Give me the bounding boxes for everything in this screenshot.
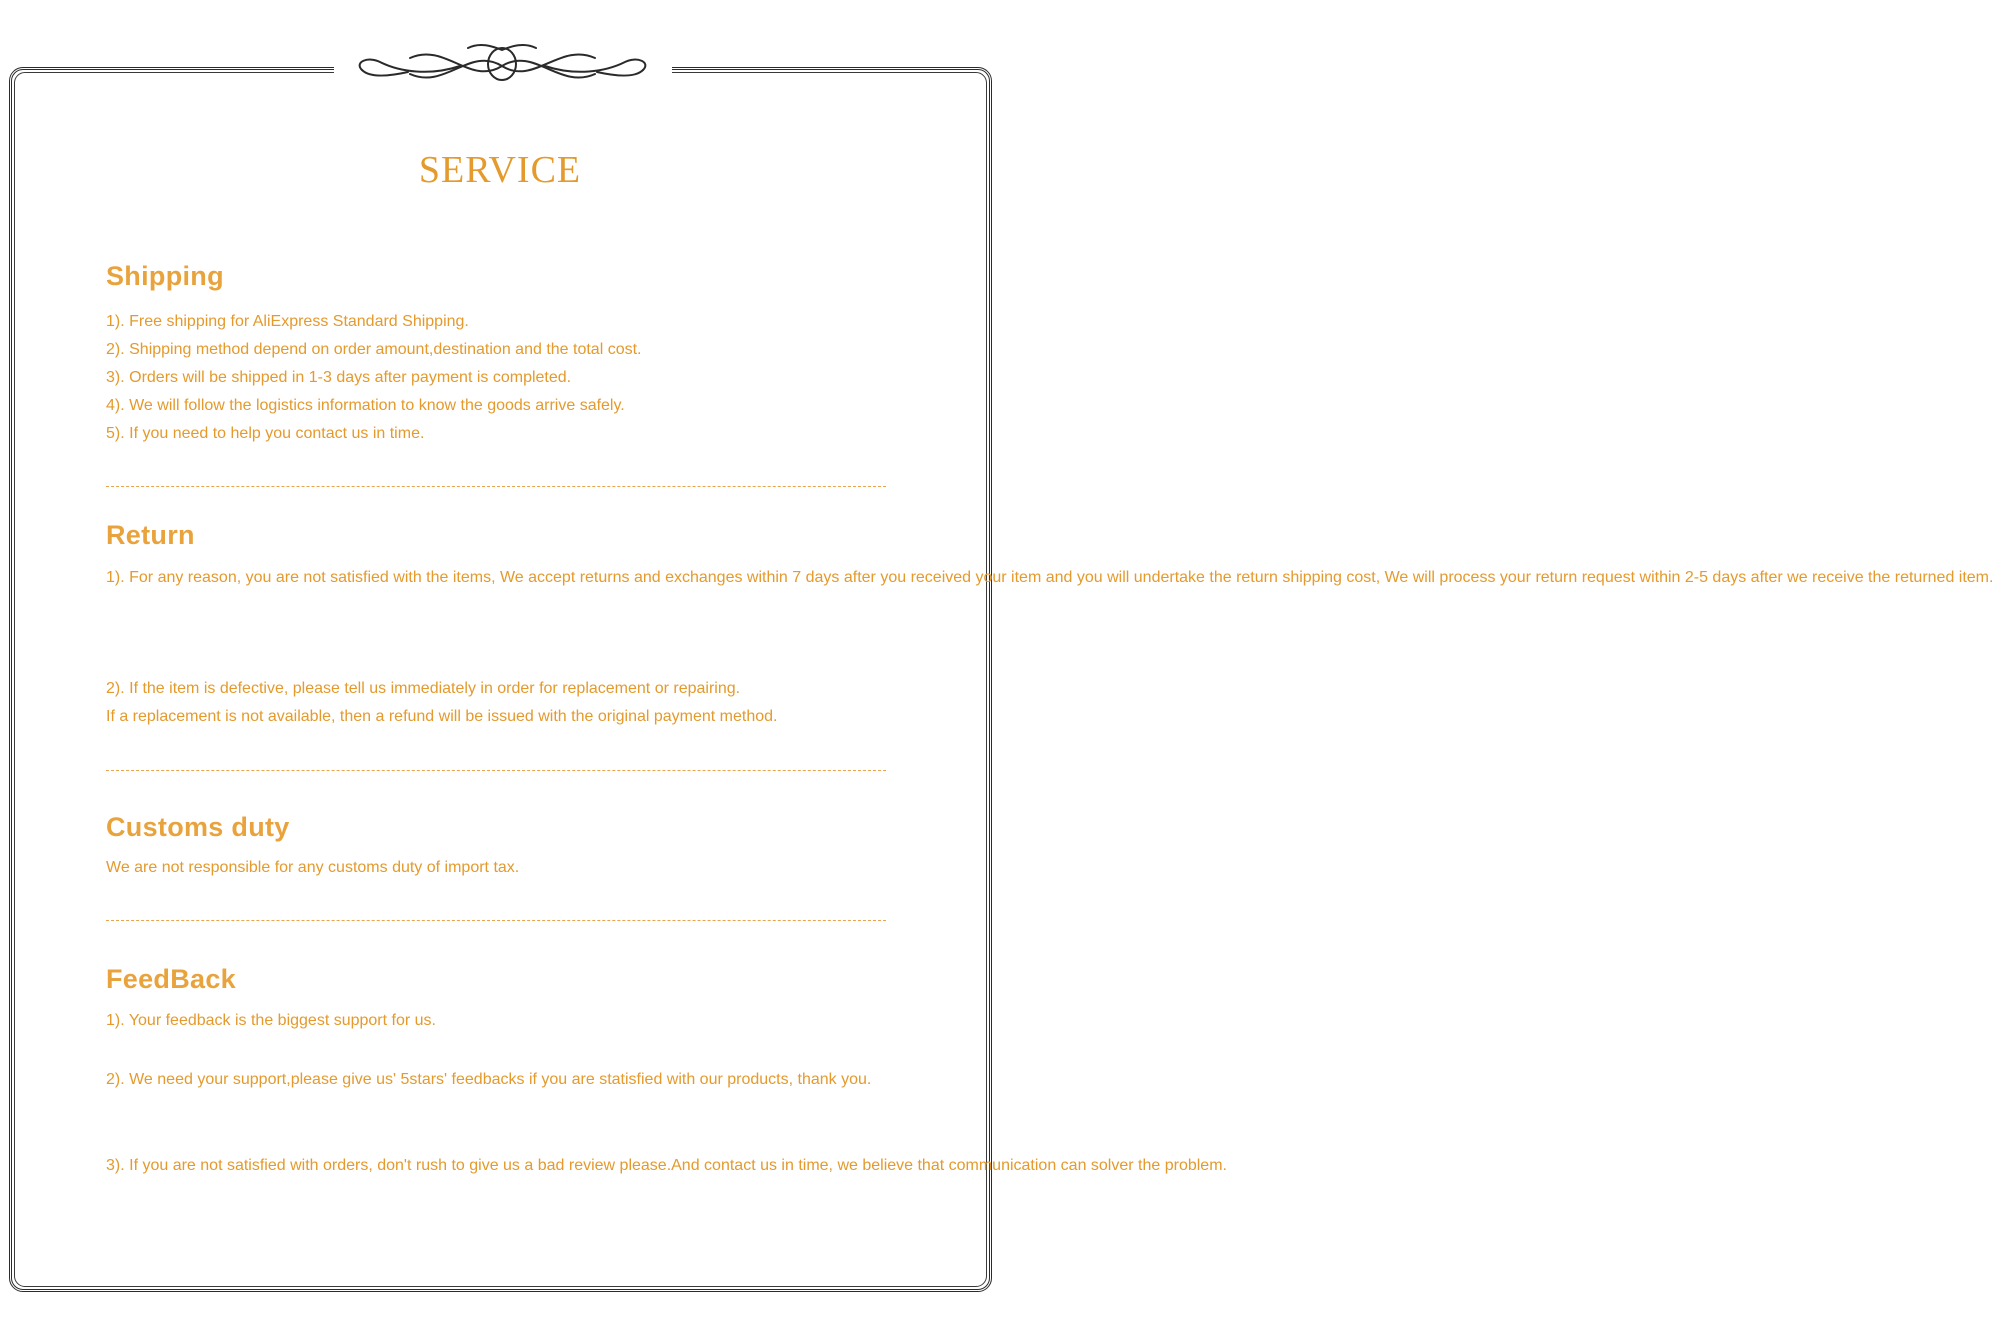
- list-item: 3). Orders will be shipped in 1-3 days after payment is completed.: [106, 369, 572, 386]
- list-item: 2). Shipping method depend on order amount,destination and the total cost.: [106, 341, 642, 358]
- page-title: SERVICE: [418, 149, 582, 191]
- shipping-list: [106, 308, 906, 448]
- return-paragraph-2-line-2: If a replacement is not available, then a refund will be issued with the original payment method.: [106, 708, 778, 725]
- customs-paragraph: We are not responsible for any customs duty of import tax.: [106, 859, 520, 876]
- customs-heading: Customs duty: [106, 812, 290, 842]
- list-item: 1). Free shipping for AliExpress Standard Shipping.: [106, 313, 469, 330]
- list-item: 4). We will follow the logistics information to know the goods arrive safely.: [106, 397, 625, 414]
- feedback-text-2: [106, 1066, 906, 1094]
- section-divider: [106, 486, 886, 487]
- shipping-heading: Shipping: [106, 261, 224, 291]
- feedback-text-3: [106, 1152, 1227, 1180]
- feedback-item-2: 2). We need your support,please give us' 5stars' feedbacks if you are statisfied with our products, thank you.: [106, 1071, 872, 1088]
- feedback-heading: FeedBack: [106, 964, 236, 994]
- feedback-text-1: [106, 1007, 906, 1035]
- list-item: 5). If you need to help you contact us in time.: [106, 425, 425, 442]
- feedback-item-1: 1). Your feedback is the biggest support for us.: [106, 1012, 436, 1029]
- return-paragraph-2-line-1: 2). If the item is defective, please tell us immediately in order for replacement or repairing.: [106, 680, 741, 697]
- section-divider: [106, 770, 886, 771]
- feedback-item-3: 3). If you are not satisfied with orders, don't rush to give us a bad review please.And contact us in time, we believe that communication can solver the problem.: [106, 1157, 1227, 1174]
- flourish-ornament-icon: [350, 36, 655, 94]
- return-paragraph-1: 1). For any reason, you are not satisfied with the items, We accept returns and exchanges within 7 days after you received your item and you will undertake the return shipping cost, We will process your return request within 2-5 days after we receive the returned item.: [106, 569, 1993, 586]
- return-heading: Return: [106, 520, 195, 550]
- section-divider: [106, 920, 886, 921]
- return-text: [106, 564, 1993, 592]
- customs-text: [106, 854, 906, 882]
- return-text-2: [106, 675, 906, 731]
